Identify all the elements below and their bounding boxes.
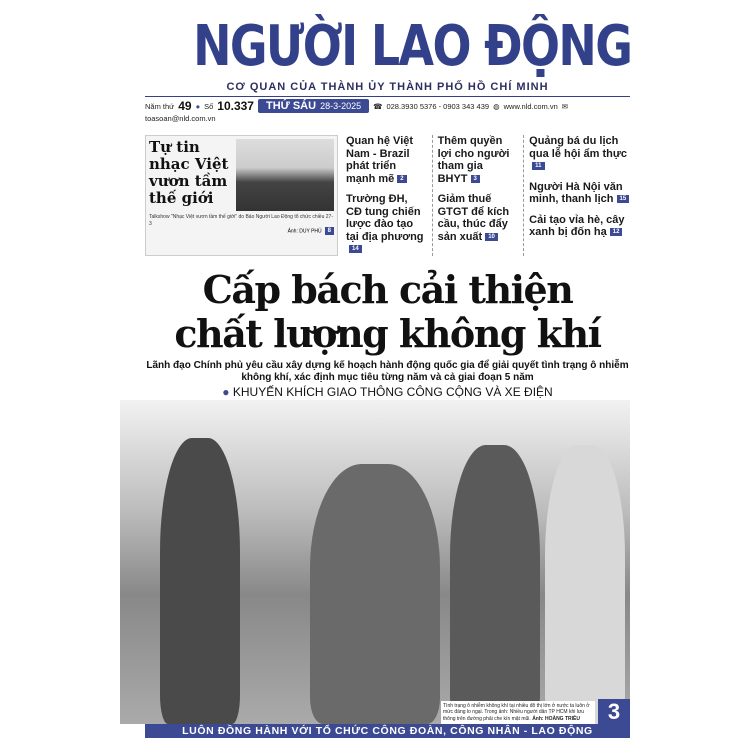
feature-caption: Talkshow "Nhạc Việt vươn tầm thế giới" do Báo Người Lao Động tổ chức chiều 27-3 — [149, 214, 333, 227]
teaser[interactable]: Người Hà Nội văn minh, thanh lịch 15 — [529, 181, 630, 206]
masthead-title: NGƯỜI LAO ĐỘNG — [193, 14, 632, 79]
year-label: Năm thứ — [145, 101, 175, 111]
phone-icon: ☎ — [373, 101, 383, 111]
page-ref: 14 — [349, 245, 362, 253]
website[interactable]: www.nld.com.vn — [503, 101, 558, 111]
teaser-column — [432, 135, 516, 256]
year: 49 — [178, 99, 192, 113]
kicker: ● KHUYẾN KHÍCH GIAO THÔNG CÔNG CỘNG VÀ XE ĐIỆN — [222, 384, 553, 399]
feature-credit: Ảnh: DUY PHÚ 8 — [149, 227, 334, 235]
feature-box[interactable] — [145, 135, 338, 256]
bullet-icon: ● — [222, 384, 233, 399]
lead-photo — [120, 400, 630, 725]
talkshow-photo — [236, 139, 334, 211]
bullet-icon: ● — [195, 101, 201, 111]
page-ref: 12 — [610, 228, 623, 236]
weekday: THỨ SÁU — [265, 100, 317, 112]
date-badge — [258, 99, 369, 113]
page-ref: 2 — [397, 175, 406, 183]
teaser[interactable]: Quan hệ Việt Nam - Brazil phát triển mạnh mẽ 2 — [346, 135, 414, 185]
front-page — [145, 14, 630, 738]
teaser-column — [346, 135, 424, 256]
issue-label: Số — [204, 101, 214, 111]
phone: 028.3930 5376 - 0903 343 439 — [386, 101, 490, 111]
page-ref: 15 — [617, 195, 630, 203]
page-ref: 3 — [471, 175, 480, 183]
deck: Lãnh đạo Chính phủ yêu cầu xây dựng kế hoạch hành động quốc gia để giải quyết tình trạng ô nhiễm không khí, xác định mục tiêu từng năm và cả giai đoạn 5 năm — [146, 359, 629, 383]
headline[interactable]: Cấp bách cải thiện chất lượng không khí — [174, 266, 601, 356]
masthead-subtitle: CƠ QUAN CỦA THÀNH ỦY THÀNH PHỐ HỒ CHÍ MINH — [226, 81, 549, 93]
globe-icon: ◍ — [493, 101, 500, 111]
page-ref: 8 — [325, 227, 334, 235]
date: 28-3-2025 — [320, 101, 362, 111]
issue-number: 10.337 — [217, 99, 254, 113]
photo-caption: Tình trạng ô nhiễm không khí tại nhiều đô thị lớn ở nước ta luôn ở mức đáng lo ngại. Trong ảnh: Nhiều người dân TP HCM khi lưu thông trên đường phải che kín mặt mũi. Ảnh: HOÀNG TRIỀU — [441, 701, 595, 725]
teaser[interactable]: Cải tạo vỉa hè, cây xanh bị đốn hạ 12 — [529, 213, 625, 238]
feature-title: Tự tin nhạc Việt vươn tầm thế giới — [149, 138, 229, 207]
page-number: 3 — [598, 699, 630, 724]
teaser[interactable]: Thêm quyền lợi cho người tham gia BHYT 3 — [437, 135, 510, 185]
teaser-section — [145, 135, 630, 256]
teaser[interactable]: Quảng bá du lịch qua lễ hội ẩm thực11 — [529, 135, 627, 170]
teaser[interactable]: Giảm thuế GTGT để kích cầu, thúc đẩy sản xuất 10 — [437, 193, 510, 243]
page-ref: 10 — [485, 233, 498, 241]
teaser-column — [523, 135, 630, 256]
page-ref: 11 — [532, 162, 544, 170]
teaser[interactable]: Trường ĐH, CĐ tung chiến lược đào tạo tại địa phương14 — [346, 193, 424, 253]
footer-slogan: LUÔN ĐỒNG HÀNH VỚI TỔ CHỨC CÔNG ĐOÀN, CÔNG NHÂN - LAO ĐỘNG — [145, 724, 630, 738]
mail-icon: ✉ — [561, 101, 569, 111]
email[interactable]: toasoan@nld.com.vn — [145, 114, 216, 123]
issue-info-bar — [145, 97, 630, 125]
